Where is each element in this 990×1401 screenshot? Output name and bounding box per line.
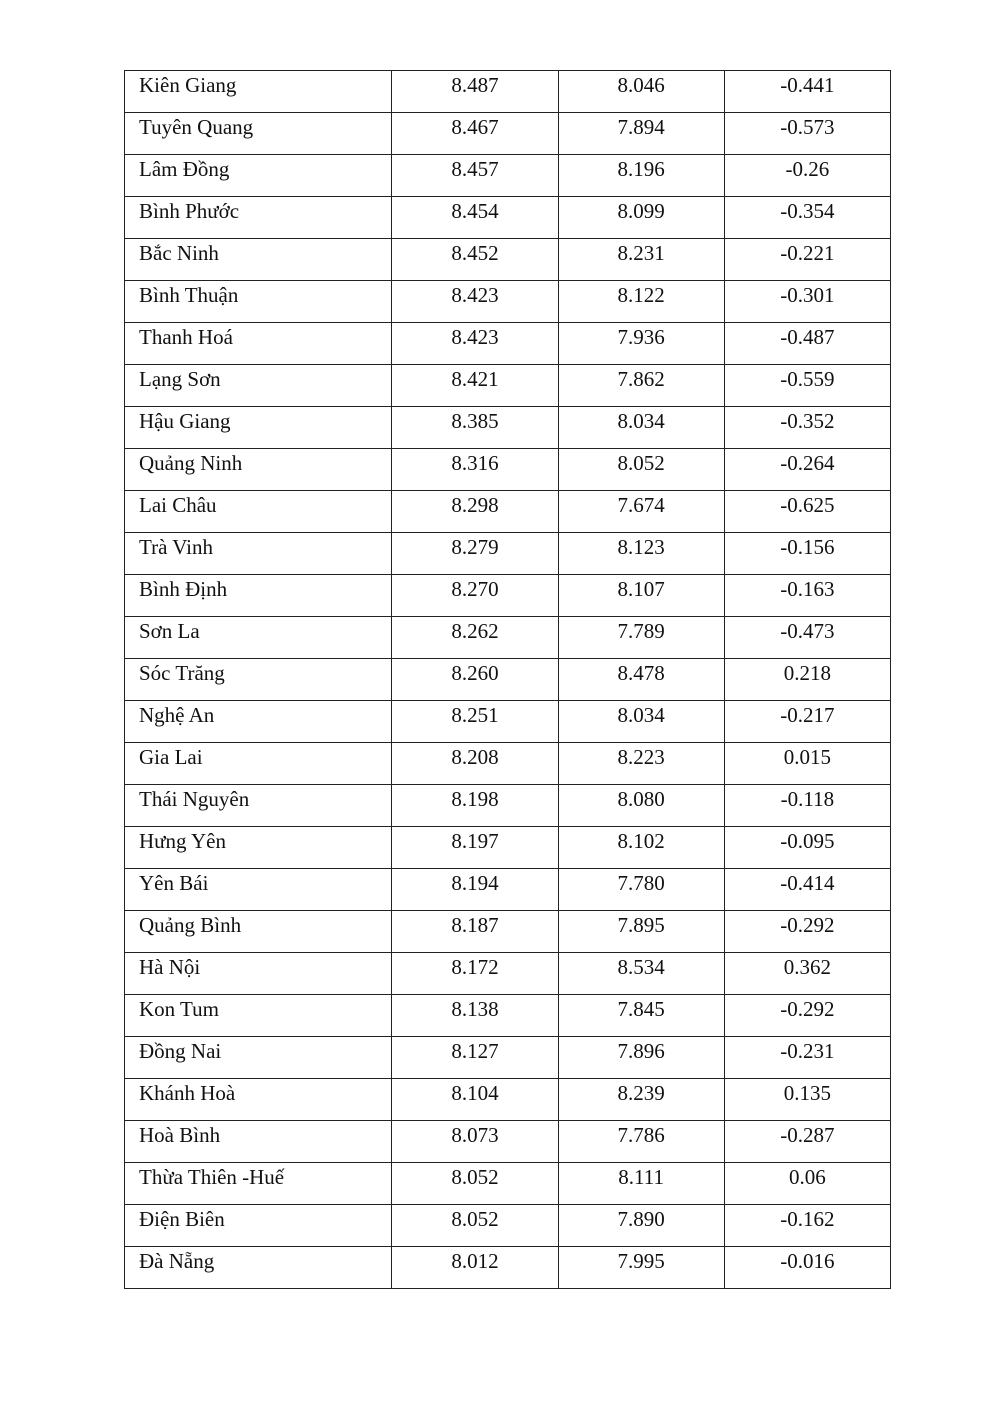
table-row — [125, 659, 891, 701]
table-row — [125, 407, 891, 449]
difference-cell: -0.354 — [724, 197, 890, 239]
value-1-cell: 8.262 — [392, 617, 558, 659]
difference-cell: -0.221 — [724, 239, 890, 281]
value-2-cell: 7.896 — [558, 1037, 724, 1079]
table-row — [125, 575, 891, 617]
province-name-cell: Lâm Đồng — [125, 155, 392, 197]
value-2-cell: 7.786 — [558, 1121, 724, 1163]
value-1-cell: 8.104 — [392, 1079, 558, 1121]
difference-cell: -0.264 — [724, 449, 890, 491]
value-1-cell: 8.452 — [392, 239, 558, 281]
value-1-cell: 8.423 — [392, 323, 558, 365]
difference-cell: -0.414 — [724, 869, 890, 911]
value-2-cell: 8.534 — [558, 953, 724, 995]
value-1-cell: 8.127 — [392, 1037, 558, 1079]
table-row — [125, 1037, 891, 1079]
province-name-cell: Thái Nguyên — [125, 785, 392, 827]
value-2-cell: 7.895 — [558, 911, 724, 953]
table-row — [125, 323, 891, 365]
value-1-cell: 8.052 — [392, 1205, 558, 1247]
table-row — [125, 239, 891, 281]
difference-cell: -0.441 — [724, 71, 890, 113]
difference-cell: -0.473 — [724, 617, 890, 659]
table-row — [125, 71, 891, 113]
value-2-cell: 8.196 — [558, 155, 724, 197]
difference-cell: -0.352 — [724, 407, 890, 449]
value-1-cell: 8.138 — [392, 995, 558, 1037]
table-body — [125, 71, 891, 1289]
table-row — [125, 785, 891, 827]
difference-cell: -0.162 — [724, 1205, 890, 1247]
value-2-cell: 8.052 — [558, 449, 724, 491]
province-name-cell: Quảng Bình — [125, 911, 392, 953]
value-1-cell: 8.172 — [392, 953, 558, 995]
province-name-cell: Bắc Ninh — [125, 239, 392, 281]
value-1-cell: 8.208 — [392, 743, 558, 785]
table-row — [125, 743, 891, 785]
province-name-cell: Hưng Yên — [125, 827, 392, 869]
table-row — [125, 365, 891, 407]
province-data-table — [124, 70, 891, 1289]
province-name-cell: Đồng Nai — [125, 1037, 392, 1079]
table-row — [125, 617, 891, 659]
province-name-cell: Thanh Hoá — [125, 323, 392, 365]
value-2-cell: 8.478 — [558, 659, 724, 701]
table-row — [125, 953, 891, 995]
value-2-cell: 8.099 — [558, 197, 724, 239]
value-1-cell: 8.187 — [392, 911, 558, 953]
value-1-cell: 8.298 — [392, 491, 558, 533]
value-2-cell: 7.936 — [558, 323, 724, 365]
difference-cell: 0.362 — [724, 953, 890, 995]
value-1-cell: 8.198 — [392, 785, 558, 827]
table-row — [125, 281, 891, 323]
value-2-cell: 8.231 — [558, 239, 724, 281]
value-1-cell: 8.423 — [392, 281, 558, 323]
value-1-cell: 8.454 — [392, 197, 558, 239]
table-row — [125, 1247, 891, 1289]
table-row — [125, 911, 891, 953]
value-2-cell: 8.239 — [558, 1079, 724, 1121]
value-2-cell: 7.890 — [558, 1205, 724, 1247]
table-row — [125, 533, 891, 575]
value-2-cell: 8.122 — [558, 281, 724, 323]
value-1-cell: 8.073 — [392, 1121, 558, 1163]
table-row — [125, 1121, 891, 1163]
province-name-cell: Khánh Hoà — [125, 1079, 392, 1121]
table-row — [125, 113, 891, 155]
value-2-cell: 8.046 — [558, 71, 724, 113]
difference-cell: -0.26 — [724, 155, 890, 197]
table-row — [125, 869, 891, 911]
province-name-cell: Bình Định — [125, 575, 392, 617]
province-name-cell: Kiên Giang — [125, 71, 392, 113]
difference-cell: -0.559 — [724, 365, 890, 407]
province-name-cell: Gia Lai — [125, 743, 392, 785]
difference-cell: -0.292 — [724, 995, 890, 1037]
province-name-cell: Hà Nội — [125, 953, 392, 995]
province-name-cell: Đà Nẵng — [125, 1247, 392, 1289]
province-name-cell: Quảng Ninh — [125, 449, 392, 491]
province-name-cell: Tuyên Quang — [125, 113, 392, 155]
difference-cell: -0.217 — [724, 701, 890, 743]
value-1-cell: 8.194 — [392, 869, 558, 911]
difference-cell: -0.231 — [724, 1037, 890, 1079]
difference-cell: 0.135 — [724, 1079, 890, 1121]
table-row — [125, 155, 891, 197]
value-1-cell: 8.487 — [392, 71, 558, 113]
province-name-cell: Hoà Bình — [125, 1121, 392, 1163]
value-1-cell: 8.421 — [392, 365, 558, 407]
difference-cell: -0.487 — [724, 323, 890, 365]
value-2-cell: 8.111 — [558, 1163, 724, 1205]
table-row — [125, 491, 891, 533]
value-1-cell: 8.316 — [392, 449, 558, 491]
table-row — [125, 1163, 891, 1205]
difference-cell: -0.573 — [724, 113, 890, 155]
difference-cell: 0.06 — [724, 1163, 890, 1205]
value-2-cell: 7.780 — [558, 869, 724, 911]
value-1-cell: 8.270 — [392, 575, 558, 617]
value-2-cell: 7.674 — [558, 491, 724, 533]
difference-cell: 0.218 — [724, 659, 890, 701]
value-1-cell: 8.467 — [392, 113, 558, 155]
value-1-cell: 8.260 — [392, 659, 558, 701]
value-1-cell: 8.279 — [392, 533, 558, 575]
value-2-cell: 8.123 — [558, 533, 724, 575]
value-2-cell: 7.845 — [558, 995, 724, 1037]
difference-cell: -0.118 — [724, 785, 890, 827]
province-name-cell: Sóc Trăng — [125, 659, 392, 701]
table-row — [125, 449, 891, 491]
province-name-cell: Kon Tum — [125, 995, 392, 1037]
province-name-cell: Yên Bái — [125, 869, 392, 911]
value-1-cell: 8.251 — [392, 701, 558, 743]
value-2-cell: 8.080 — [558, 785, 724, 827]
difference-cell: -0.095 — [724, 827, 890, 869]
difference-cell: 0.015 — [724, 743, 890, 785]
difference-cell: -0.016 — [724, 1247, 890, 1289]
table-row — [125, 197, 891, 239]
difference-cell: -0.163 — [724, 575, 890, 617]
value-2-cell: 8.034 — [558, 407, 724, 449]
province-name-cell: Trà Vinh — [125, 533, 392, 575]
table-row — [125, 827, 891, 869]
difference-cell: -0.292 — [724, 911, 890, 953]
value-2-cell: 8.102 — [558, 827, 724, 869]
province-name-cell: Sơn La — [125, 617, 392, 659]
value-1-cell: 8.385 — [392, 407, 558, 449]
value-1-cell: 8.012 — [392, 1247, 558, 1289]
difference-cell: -0.625 — [724, 491, 890, 533]
value-2-cell: 8.223 — [558, 743, 724, 785]
difference-cell: -0.287 — [724, 1121, 890, 1163]
province-name-cell: Lai Châu — [125, 491, 392, 533]
value-2-cell: 7.862 — [558, 365, 724, 407]
value-2-cell: 7.995 — [558, 1247, 724, 1289]
province-name-cell: Lạng Sơn — [125, 365, 392, 407]
province-name-cell: Thừa Thiên -Huế — [125, 1163, 392, 1205]
difference-cell: -0.301 — [724, 281, 890, 323]
province-name-cell: Điện Biên — [125, 1205, 392, 1247]
value-2-cell: 8.034 — [558, 701, 724, 743]
table-row — [125, 995, 891, 1037]
province-name-cell: Bình Phước — [125, 197, 392, 239]
table-row — [125, 701, 891, 743]
value-1-cell: 8.052 — [392, 1163, 558, 1205]
province-name-cell: Nghệ An — [125, 701, 392, 743]
table-row — [125, 1079, 891, 1121]
value-1-cell: 8.197 — [392, 827, 558, 869]
value-2-cell: 7.789 — [558, 617, 724, 659]
value-1-cell: 8.457 — [392, 155, 558, 197]
difference-cell: -0.156 — [724, 533, 890, 575]
province-name-cell: Hậu Giang — [125, 407, 392, 449]
value-2-cell: 7.894 — [558, 113, 724, 155]
province-name-cell: Bình Thuận — [125, 281, 392, 323]
value-2-cell: 8.107 — [558, 575, 724, 617]
table-row — [125, 1205, 891, 1247]
